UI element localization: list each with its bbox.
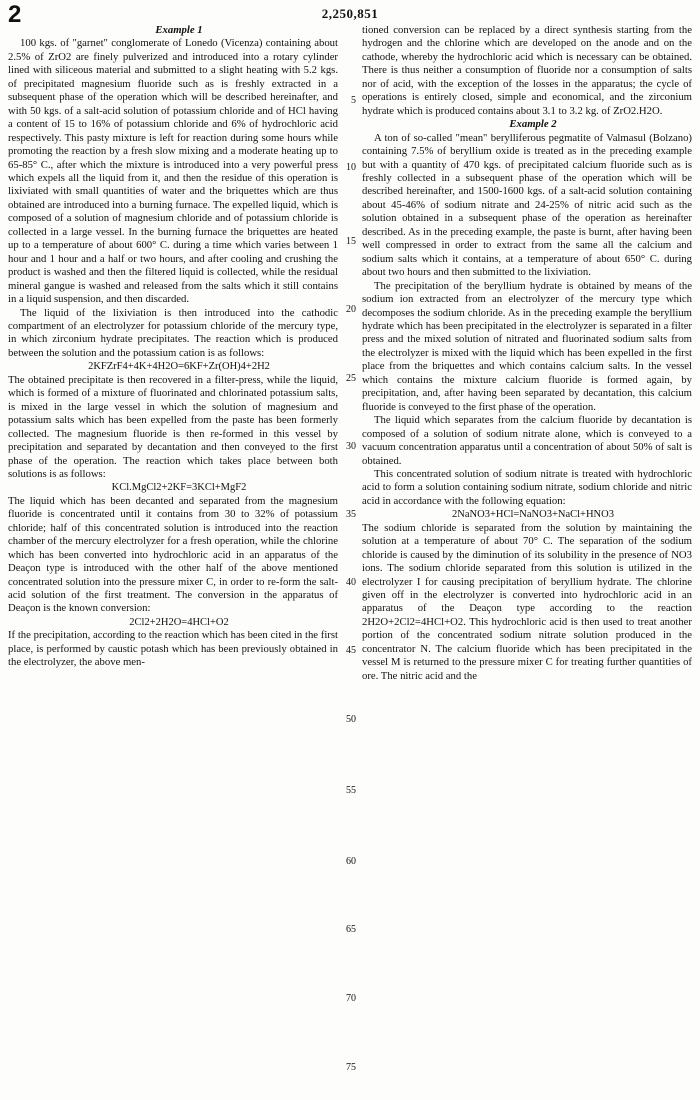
line-number: 5 xyxy=(351,95,356,106)
line-number: 55 xyxy=(346,785,356,796)
line-number: 15 xyxy=(346,236,356,247)
example-1-heading: Example 1 xyxy=(155,24,203,36)
paragraph: The obtained precipitate is then recovered in a filter-press, while the liquid, which is formed of a mixture of fluorinated and chlorinated potassium salts, is mixed in the large vessel in which the solution of magnesium and potassium salts which has been expelled from the paste has been formerly collected. The magnesium fluoride is then re-formed in this vessel by precipitation and separated by decantation and then conveyed to the first phase of the operation. The reaction which takes place between both solutions is as follows: xyxy=(8,373,338,480)
line-number: 50 xyxy=(346,714,356,725)
line-number: 60 xyxy=(346,856,356,867)
paragraph: The sodium chloride is separated from the solution by maintaining the solution at a temperature of about 70° C. The separation of the sodium chloride is caused by the diminution of its solubility in the presence of NO3 ions. The sodium chloride separated from this solution is utilized in the electrolyzer I for causing precipitation of beryllium hydrate. The chlorine given off in the electrolyzer is converted into hydrochloric acid in an apparatus of the Deaçon type according to the reaction 2H2O+2Cl2=4HCl+O2. This hydrochloric acid is then used to treat another portion of the concentrated sodium nitrate solution produced in the concentrator N. The calcium fluoride which has been precipitated in the vessel M is returned to the pressure mixer C for treating further quantities of ore. The nitric acid and the xyxy=(362,521,692,682)
paragraph: The precipitation of the beryllium hydrate is obtained by means of the sodium ion extracted from an electrolyzer of the mercury type which decomposes the sodium chloride. As in the preceding example the beryllium hydrate which has been precipitated in the electrolyzer is separated in a filter press and the mixed solution of nitrated and fluorinated sodium salts from the electrolyzer is mixed with the liquid which has been expelled in the first place from the briquettes and which contains calcium salts. In the vessel which contains the mixture calcium fluoride is formed again, by precipitation, and, after having been separated by decantation, this calcium fluoride is conveyed to the first phase of the operation. xyxy=(362,279,692,413)
line-number: 20 xyxy=(346,304,356,315)
equation: 2KFZrF4+4K+4H2O=6KF+Zr(OH)4+2H2 xyxy=(88,361,270,373)
patent-number: 2,250,851 xyxy=(321,6,379,21)
line-number: 40 xyxy=(346,577,356,588)
line-number: 30 xyxy=(346,441,356,452)
line-numbers xyxy=(338,0,360,1100)
equation: KCl.MgCl2+2KF=3KCl+MgF2 xyxy=(111,482,247,494)
paragraph: This concentrated solution of sodium nitrate is treated with hydrochloric acid to form a solution containing sodium nitrate, sodium chloride and nitric acid in accordance with the following equation: xyxy=(362,467,692,507)
equation: 2Cl2+2H2O=4HCl+O2 xyxy=(129,616,229,628)
paragraph: The liquid which has been decanted and separated from the magnesium fluoride is concentrated until it contains from 30 to 32% of potassium chloride; half of this concentrated solution is introduced into the reaction chamber of the mercury electrolyzer for a fresh operation, while the chlorine which has been converted into hydrochloric acid in an apparatus of the Deaçon type is introduced with the other half of the above mentioned concentrated solution into the pressure mixer C, in order to re-form the salt-acid solution of the first treatment. The conversion in the apparatus of Deaçon is the known conversion: xyxy=(8,494,338,615)
right-column xyxy=(362,24,692,683)
left-column xyxy=(8,24,338,670)
line-number: 10 xyxy=(346,162,356,173)
example-2-heading: Example 2 xyxy=(509,118,557,131)
equation: 2NaNO3+HCl=NaNO3+NaCl+HNO3 xyxy=(452,509,614,521)
paragraph: 100 kgs. of "garnet" conglomerate of Lonedo (Vicenza) containing about 2.5% of ZrO2 are finely pulverized and introduced into a rotary cylinder lined with siliceous material and submitted to a slight heating with 5.2 kgs. of precipitated magnesium fluoride such as is freshly extracted in a subsequent phase of the operation which will be described hereinafter, and with 50 kgs. of a salt-acid solution of potassium chloride and of HCl having a content of 15 to 16% of potassium chloride and 6% of hydrochloric acid respectively. This pasty mixture is left for reaction during some hours while promoting the reaction by a fresh slow mixing and a moderate heating up to 65-85° C., after which the mixture is introduced into a very powerful press which expels all the liquid from it, and then the residue of this operation is lixiviated with small quantities of water and the briquettes which are thus obtained are introduced into a burning furnace. The expelled liquid, which is composed of a solution of magnesium chloride and of potassium chloride is collected in a large vessel. In the burning furnace the briquettes are heated up to a temperature of about 600° C. during a time which varies between 1 hour and 1 hour and a half or two hours, and after cooling and crushing the product is washed and then the filtered liquid is collected, while the residual mineral gangue is washed and released from the salts which it still contains in a liquid suspension, and then discarded. xyxy=(8,37,338,306)
line-number: 25 xyxy=(346,373,356,384)
paragraph: The liquid which separates from the calcium fluoride by decantation is composed of a solution of sodium nitrate alone, which is conveyed to a vacuum concentration apparatus until a concentration of about 50% of salt is obtained. xyxy=(362,414,692,467)
paragraph: tioned conversion can be replaced by a direct synthesis starting from the hydrogen and the chlorine which are developed on the anode and on the cathode, whereby the hydrochloric acid which is necessary can be obtained. There is thus neither a consumption of fluoride nor a consumption of salts nor of acid, with the exception of the losses in the apparatus; the cycle of operations is entirely closed, simple and economical, and the zirconium hydrate which is produced contains about 3.1 to 3.2 kg. of ZrO2.H2O. xyxy=(362,24,692,117)
line-number: 70 xyxy=(346,993,356,1004)
line-number: 35 xyxy=(346,509,356,520)
page-number: 2 xyxy=(8,1,22,28)
line-number: 45 xyxy=(346,645,356,656)
line-number: 75 xyxy=(346,1062,356,1073)
paragraph: The liquid of the lixiviation is then introduced into the cathodic compartment of an electrolyzer for potassium chloride of the mercury type, in which zirconium hydrate precipitates. The reaction which is produced between the solution and the potassium cation is as follows: xyxy=(8,306,338,359)
paragraph: If the precipitation, according to the reaction which has been cited in the first place, is performed by caustic potash which has been previously obtained in the electrolyzer, the above men- xyxy=(8,629,338,669)
line-number: 65 xyxy=(346,924,356,935)
paragraph: A ton of so-called "mean" berylliferous pegmatite of Valmasul (Bolzano) containing 7.5% of beryllium oxide is treated as in the preceding example but with a quantity of 470 kgs. of precipitated calcium fluoride such as is freshly collected in a subsequent phase of the operation which will be described hereinafter, and 1500-1600 kgs. of a salt-acid solution containing about 45-46% of sodium nitrate and 24-25% of nitric acid such as the solution obtained in a subsequent phase of the operation as hereinafter described. As in the preceding example, the paste is burnt, after having been well compressed in order to extract from the same all the calcium and sodium salts which it contains, at a temperature of about 650° C. during about two hours and then submitted to the lixiviation. xyxy=(362,131,692,279)
